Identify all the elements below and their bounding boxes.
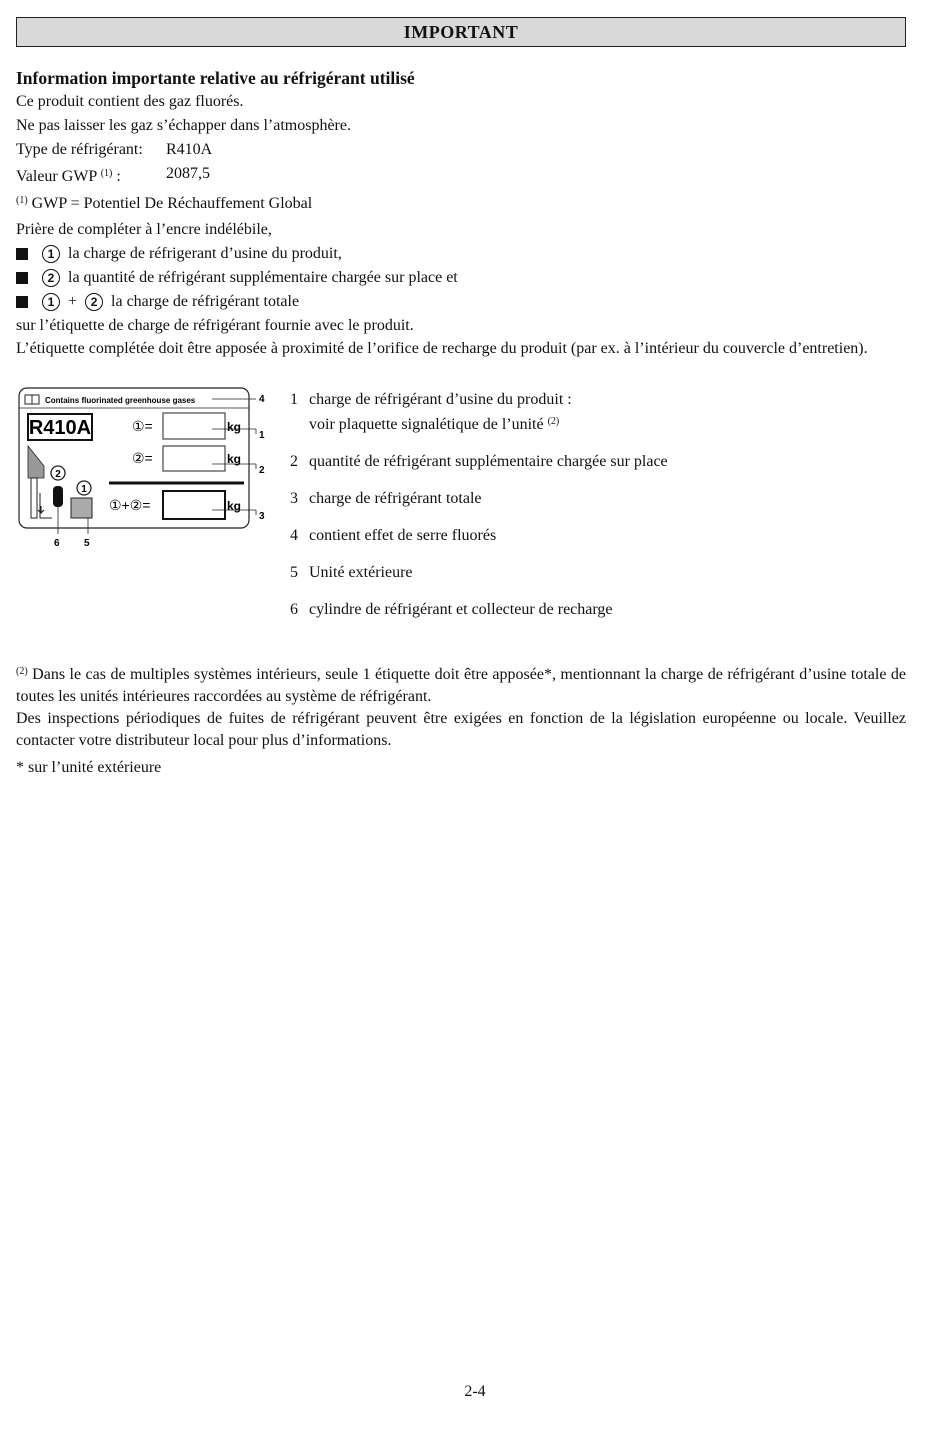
legend-subtext-main: voir plaquette signalétique de l’unité [309,416,544,433]
legend-number: 2 [290,453,298,470]
instructions-paragraph: L’étiquette complétée doit être apposée à proximité de l’orifice de recharge du produit (par ex. à l’intérieur du couvercle d’entretien). [16,340,868,357]
label-header-text: Contains fluorinated greenhouse gases [45,396,196,405]
outdoor-unit-shape [28,446,44,478]
intro-line-1: Ce produit contient des gaz fluorés. [16,93,244,110]
circled-number-2: 2 [42,269,60,287]
row1-unit: kg [227,420,242,434]
row2-unit: kg [227,452,242,466]
circled-number-2: 2 [85,293,103,311]
bullet-text: la charge de réfrigérant totale [111,293,300,310]
square-bullet-icon [16,272,28,284]
legend-item-6 [290,599,890,621]
footnote-superscript: (1) [16,195,28,206]
legend-text: cylindre de réfrigérant et collecteur de recharge [309,601,613,618]
intro-line-2: Ne pas laisser les gaz s’échapper dans l’atmosphère. [16,117,351,134]
legend-subtext-superscript: (2) [547,416,560,427]
charge-manifold-line [40,493,52,518]
document-page [16,17,906,780]
arrow-down-icon [38,506,44,513]
note-2-superscript: (2) [16,666,28,677]
notes-section [16,661,906,780]
legend-text: charge de réfrigérant d’usine du produit : [309,391,572,408]
callout-1: 1 [259,430,265,441]
circled-number-1: 1 [42,293,60,311]
important-banner: IMPORTANT [16,17,906,47]
legend-number: 1 [290,391,298,408]
legend-text: contient effet de serre fluorés [309,527,497,544]
legend-number: 5 [290,564,298,581]
legend-item-2 [290,451,890,473]
callout-4: 4 [259,394,265,405]
callout-5: 5 [84,538,90,549]
gwp-value: 2087,5 [166,165,210,182]
bullet-text: la quantité de réfrigérant supplémentaire chargée sur place et [68,269,458,286]
diagram-legend [290,389,890,636]
legend-text: Unité extérieure [309,564,413,581]
refrigerant-cylinder-icon [53,486,63,507]
footnote-text: GWP = Potentiel De Réchauffement Global [31,195,313,212]
outdoor-unit-box [71,498,92,518]
legend-text: charge de réfrigérant totale [309,490,482,507]
instructions-lead: Prière de compléter à l’encre indélébile, [16,221,272,238]
bullet-item-1 [16,242,906,266]
instructions-tail: sur l’étiquette de charge de réfrigérant fournie avec le produit. [16,317,414,334]
legend-item-3 [290,488,890,510]
gwp-row [16,162,906,189]
manual-book-icon [25,395,39,404]
bullet-item-2 [16,266,906,290]
row3-label: ①+②= [109,497,151,513]
row1-label: ①= [132,418,153,434]
pipe-icon [31,478,37,518]
refrigerant-label-diagram [16,386,286,561]
legend-subtext [309,411,572,436]
legend-item-1 [290,389,890,436]
legend-text: quantité de réfrigérant supplémentaire chargée sur place [309,453,668,470]
page-number: 2-4 [464,1383,486,1400]
inspections-note: Des inspections périodiques de fuites de réfrigérant peuvent être exigées en fonction de la législation européenne ou locale. Veuillez contacter votre distributeur local pour plus d’informations. [16,710,906,749]
bullet-text: la charge de réfrigerant d’usine du produit, [68,245,342,262]
circled-number-1: 1 [42,245,60,263]
legend-number: 4 [290,527,298,544]
legend-body [309,389,572,436]
refrigerant-name: R410A [28,417,92,439]
row2-label: ②= [132,450,153,466]
circle-2-text: 2 [55,469,61,480]
row2-input-box [163,446,225,471]
callout-2: 2 [259,465,265,476]
gwp-superscript: (1) [100,168,113,179]
gwp-footnote [16,189,906,216]
gwp-colon: : [116,168,121,185]
note-2-text: Dans le cas de multiples systèmes intérieurs, seule 1 étiquette doit être apposée*, mentionnant la charge de réfrigérant d’usine totale de toutes les unités intérieures raccordées au système de réfrigérant. [16,666,907,705]
circle-1-text: 1 [81,484,87,495]
refrigerant-type-label: Type de réfrigérant: [16,141,143,158]
square-bullet-icon [16,296,28,308]
legend-item-4 [290,525,890,547]
asterisk-note: * sur l’unité extérieure [16,759,162,776]
callout-6: 6 [54,538,60,549]
note-2 [16,661,906,708]
row1-input-box [163,413,225,439]
label-figure-section [16,386,906,651]
refrigerant-type-value: R410A [166,141,213,158]
gwp-label: Valeur GWP [16,168,97,185]
legend-number: 3 [290,490,298,507]
plus-sign: + [68,293,78,310]
row3-unit: kg [227,499,242,513]
legend-number: 6 [290,601,298,618]
row3-input-box [163,491,225,519]
callout-3: 3 [259,511,265,522]
gwp-label-group [16,162,166,189]
bullet-item-3 [16,290,906,314]
square-bullet-icon [16,248,28,260]
legend-item-5 [290,562,890,584]
refrigerant-type-row [16,138,906,162]
section-heading: Information importante relative au réfrigérant utilisé [16,68,415,88]
